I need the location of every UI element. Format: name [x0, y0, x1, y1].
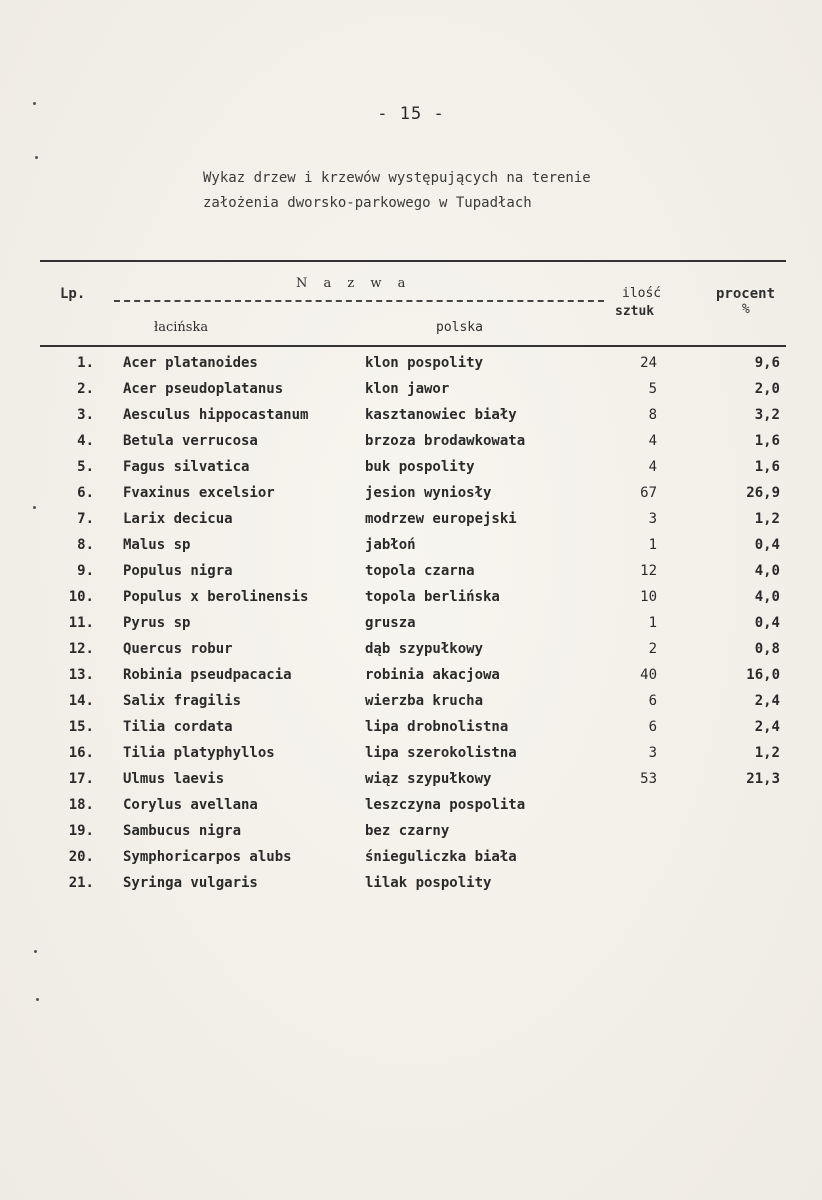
percentage: 2,0: [754, 381, 780, 397]
table-row: [0, 846, 822, 872]
percentage: 1,6: [754, 433, 780, 449]
polish-name: grusza: [365, 615, 416, 631]
quantity: 5: [648, 381, 657, 397]
margin-mark: [36, 998, 39, 1001]
polish-name: lipa drobnolistna: [365, 719, 509, 735]
row-number: 18.: [68, 797, 94, 813]
row-number: 10.: [68, 589, 94, 605]
header-percent-sign: %: [742, 302, 750, 317]
header-procent: procent: [716, 286, 776, 302]
latin-name: Acer platanoides: [123, 355, 258, 371]
polish-name: lipa szerokolistna: [365, 745, 517, 761]
polish-name: wierzba krucha: [365, 693, 484, 709]
polish-name: dąb szypułkowy: [365, 641, 484, 657]
percentage: 0,4: [754, 615, 780, 631]
page-number: - 15 -: [377, 104, 445, 124]
name-header-divider: [114, 300, 604, 302]
row-number: 11.: [68, 615, 94, 631]
quantity: 4: [648, 433, 657, 449]
table-row: [0, 534, 822, 560]
percentage: 0,8: [754, 641, 780, 657]
percentage: 26,9: [746, 485, 780, 501]
latin-name: Symphoricarpos alubs: [123, 849, 292, 865]
latin-name: Fagus silvatica: [123, 459, 250, 475]
polish-name: klon pospolity: [365, 355, 484, 371]
table-row: [0, 560, 822, 586]
quantity: 8: [648, 407, 657, 423]
table-row: [0, 456, 822, 482]
latin-name: Malus sp: [123, 537, 191, 553]
row-number: 16.: [68, 745, 94, 761]
polish-name: leszczyna pospolita: [365, 797, 526, 813]
quantity: 40: [640, 667, 657, 683]
polish-name: robinia akacjowa: [365, 667, 500, 683]
polish-name: lilak pospolity: [365, 875, 492, 891]
table-row: [0, 378, 822, 404]
row-number: 13.: [68, 667, 94, 683]
row-number: 6.: [77, 485, 94, 501]
latin-name: Populus nigra: [123, 563, 233, 579]
quantity: 24: [640, 355, 657, 371]
table-row: [0, 508, 822, 534]
latin-name: Larix decicua: [123, 511, 233, 527]
row-number: 9.: [77, 563, 94, 579]
quantity: 2: [648, 641, 657, 657]
row-number: 20.: [68, 849, 94, 865]
polish-name: jabłoń: [365, 537, 416, 553]
latin-name: Tilia platyphyllos: [123, 745, 275, 761]
row-number: 14.: [68, 693, 94, 709]
header-ilosc: ilość: [622, 286, 662, 301]
quantity: 6: [648, 719, 657, 735]
polish-name: topola berlińska: [365, 589, 500, 605]
latin-name: Pyrus sp: [123, 615, 191, 631]
latin-name: Quercus robur: [123, 641, 233, 657]
quantity: 4: [648, 459, 657, 475]
header-sztuk: sztuk: [615, 304, 655, 319]
quantity: 3: [648, 511, 657, 527]
header-lp: Lp.: [60, 286, 86, 302]
row-number: 12.: [68, 641, 94, 657]
latin-name: Corylus avellana: [123, 797, 258, 813]
polish-name: jesion wyniosły: [365, 485, 492, 501]
table-row: [0, 872, 822, 898]
row-number: 8.: [77, 537, 94, 553]
percentage: 1,2: [754, 745, 780, 761]
percentage: 0,4: [754, 537, 780, 553]
table-row: [0, 352, 822, 378]
polish-name: buk pospolity: [365, 459, 475, 475]
table-top-rule: [40, 260, 786, 262]
latin-name: Betula verrucosa: [123, 433, 258, 449]
document-title: [203, 166, 723, 216]
row-number: 15.: [68, 719, 94, 735]
header-lacinska: łacińska: [154, 320, 209, 335]
percentage: 16,0: [746, 667, 780, 683]
percentage: 2,4: [754, 719, 780, 735]
margin-mark: [34, 950, 37, 953]
row-number: 5.: [77, 459, 94, 475]
quantity: 1: [648, 537, 657, 553]
species-table-body: [0, 352, 822, 898]
header-nazwa: N a z w a: [296, 276, 412, 291]
quantity: 12: [640, 563, 657, 579]
polish-name: klon jawor: [365, 381, 450, 397]
percentage: 4,0: [754, 563, 780, 579]
latin-name: Syringa vulgaris: [123, 875, 258, 891]
polish-name: topola czarna: [365, 563, 475, 579]
latin-name: Sambucus nigra: [123, 823, 242, 839]
polish-name: śnieguliczka biała: [365, 849, 517, 865]
row-number: 17.: [68, 771, 94, 787]
latin-name: Tilia cordata: [123, 719, 233, 735]
latin-name: Salix fragilis: [123, 693, 242, 709]
table-row: [0, 690, 822, 716]
table-row: [0, 768, 822, 794]
table-row: [0, 482, 822, 508]
percentage: 21,3: [746, 771, 780, 787]
table-row: [0, 404, 822, 430]
polish-name: brzoza brodawkowata: [365, 433, 526, 449]
table-header-rule: [40, 345, 786, 347]
percentage: 1,2: [754, 511, 780, 527]
table-row: [0, 430, 822, 456]
row-number: 4.: [77, 433, 94, 449]
quantity: 67: [640, 485, 657, 501]
table-row: [0, 612, 822, 638]
row-number: 19.: [68, 823, 94, 839]
row-number: 3.: [77, 407, 94, 423]
polish-name: wiąz szypułkowy: [365, 771, 492, 787]
quantity: 3: [648, 745, 657, 761]
latin-name: Populus x berolinensis: [123, 589, 309, 605]
margin-mark: [35, 156, 38, 159]
latin-name: Fvaxinus excelsior: [123, 485, 275, 501]
quantity: 53: [640, 771, 657, 787]
row-number: 1.: [77, 355, 94, 371]
quantity: 6: [648, 693, 657, 709]
polish-name: modrzew europejski: [365, 511, 517, 527]
row-number: 7.: [77, 511, 94, 527]
table-row: [0, 638, 822, 664]
table-row: [0, 820, 822, 846]
latin-name: Acer pseudoplatanus: [123, 381, 284, 397]
table-row: [0, 742, 822, 768]
latin-name: Aesculus hippocastanum: [123, 407, 309, 423]
percentage: 4,0: [754, 589, 780, 605]
polish-name: bez czarny: [365, 823, 450, 839]
latin-name: Robinia pseudpacacia: [123, 667, 292, 683]
header-polska: polska: [436, 320, 483, 335]
title-line-1: Wykaz drzew i krzewów występujących na terenie: [203, 170, 591, 186]
polish-name: kasztanowiec biały: [365, 407, 517, 423]
row-number: 2.: [77, 381, 94, 397]
table-row: [0, 794, 822, 820]
quantity: 1: [648, 615, 657, 631]
table-row: [0, 716, 822, 742]
percentage: 1,6: [754, 459, 780, 475]
table-row: [0, 664, 822, 690]
percentage: 9,6: [754, 355, 780, 371]
latin-name: Ulmus laevis: [123, 771, 225, 787]
title-line-2: założenia dworsko-parkowego w Tupadłach: [203, 195, 532, 211]
quantity: 10: [640, 589, 657, 605]
percentage: 2,4: [754, 693, 780, 709]
table-row: [0, 586, 822, 612]
row-number: 21.: [68, 875, 94, 891]
percentage: 3,2: [754, 407, 780, 423]
